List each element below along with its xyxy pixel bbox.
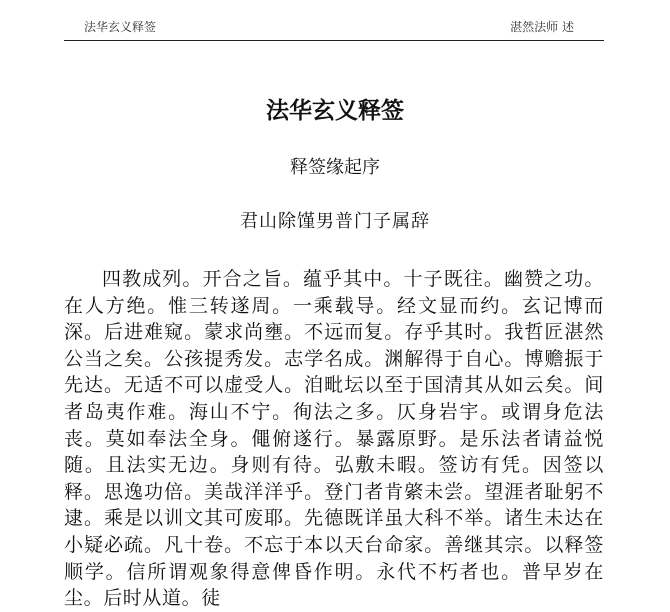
section-subtitle: 释签缘起序 <box>290 157 380 178</box>
body-paragraph: 四教成列。开合之旨。蕴乎其中。十子既往。幽赞之功。在人方绝。惟三转遂周。一乘载导。经文显而约。玄记博而深。后进难窥。蒙求尚壅。不远而复。存乎其时。我哲匠湛然公当之矣。公孩提秀发。志学名成。渊解得于自心。博赡振于先达。无适不可以虚受人。洎毗坛以至于国清其从如云矣。间者岛夷作难。海山不宁。徇法之多。仄身岩宇。或谓身危法丧。莫如奉法全身。僶俯遂行。暴露原野。是乐法者请益悦随。且法实无边。身则有待。弘敷未暇。签访有凭。因签以释。思逸功倍。美哉洋洋乎。登门者肯綮未尝。望涯者耻躬不逮。乘是以训文其可废耶。先德既详虽大科不举。诸生未达在小疑必疏。凡十卷。不忘于本以天台命家。善继其宗。以释签顺学。信所谓观象得意俾昏作明。永代不朽者也。普早岁在尘。后时从道。徒 <box>64 268 604 610</box>
author-line: 君山除馑男普门子属辞 <box>240 211 430 232</box>
running-header <box>64 14 604 41</box>
header-author: 湛然法师 述 <box>510 20 574 34</box>
header-book-title: 法华玄义释签 <box>84 20 157 34</box>
page-title: 法华玄义释签 <box>266 98 404 124</box>
